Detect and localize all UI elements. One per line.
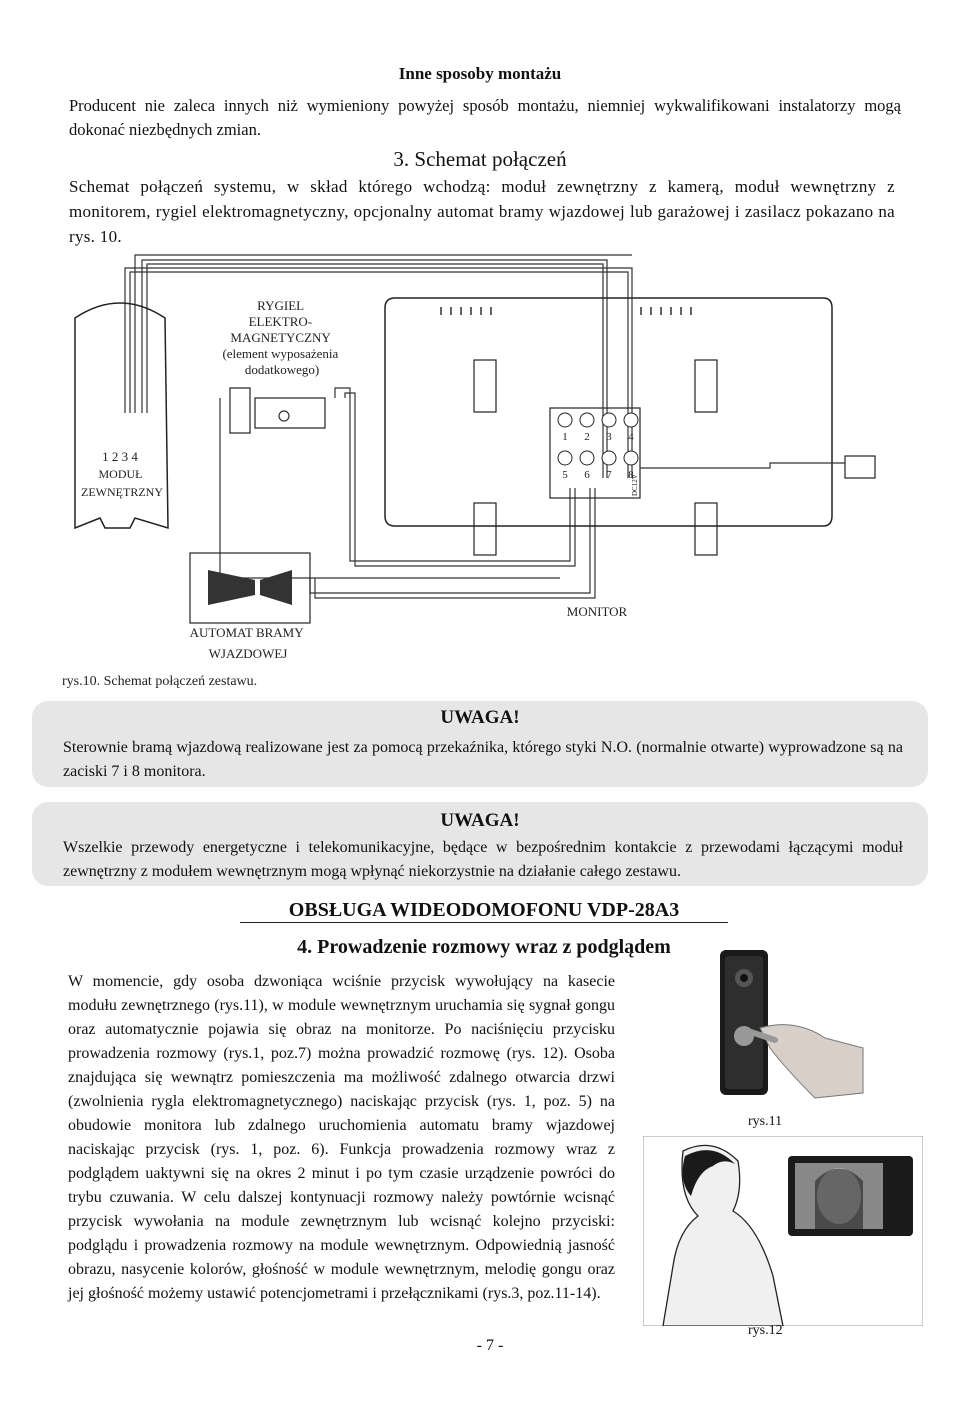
lock-label: RYGIEL ELEKTRO- MAGNETYCZNY (element wyposażenia dodatkowego) [222, 298, 339, 377]
section-title-other-mounting: Inne sposoby montażu [398, 64, 562, 83]
monitor-label: MONITOR [566, 604, 628, 619]
warning-1-title: UWAGA! [440, 707, 520, 728]
warning-2-title: UWAGA! [440, 810, 520, 831]
warning-1-text: Sterownie bramą wjazdową realizowane jest za pomocą przekaźnika, którego styki N.O. (normalnie otwarte) wyprowadzone są na zaciski 7 i 8 monitora. [63, 739, 903, 780]
svg-text:4: 4 [628, 431, 634, 443]
svg-text:7: 7 [606, 469, 612, 481]
svg-text:1: 1 [562, 431, 568, 443]
section-title-conversation: 4. Prowadzenie rozmowy wraz z podglądem [297, 936, 671, 958]
power-label: DC12V [631, 474, 639, 496]
figure-11-caption: rys.11 [748, 1114, 783, 1129]
svg-text:3: 3 [606, 431, 612, 443]
outdoor-module-label: MODUŁ ZEWNĘTRZNY [81, 467, 163, 499]
warning-box-1 [32, 701, 928, 787]
svg-text:6: 6 [584, 469, 590, 481]
svg-text:2: 2 [584, 431, 590, 443]
wiring-text: Schemat połączeń systemu, w skład którego wchodzą: moduł zewnętrzny z kamerą, moduł wewnętrzny z monitorem, rygiel elektromagnetyczny, opcjonalny automat bramy wjazdowej lub garażowej i zasilacz pokazano na rys. 10. [69, 177, 895, 246]
wiring-diagram [60, 248, 900, 703]
warning-box-2 [32, 802, 928, 886]
figure-12-caption: rys.12 [748, 1323, 783, 1338]
svg-text:8: 8 [628, 469, 634, 481]
warning-2-text: Wszelkie przewody energetyczne i telekomunikacyjne, będące w bezpośrednim kontakcie z przewodami łączącymi moduł zewnętrzny z modułem wewnętrznym mogą wpłynąć niekorzystnie na działanie całego zestawu. [63, 839, 903, 880]
main-section-title: OBSŁUGA WIDEODOMOFONU VDP-28A3 [240, 899, 728, 923]
outdoor-terminal-numbers: 1 2 3 4 [102, 449, 138, 464]
terminal-numbers [562, 431, 634, 481]
svg-text:5: 5 [562, 469, 568, 481]
wire-1 [125, 268, 632, 478]
conversation-text: W momencie, gdy osoba dzwoniąca wciśnie przycisk wywołujący na kasecie modułu zewnętrznego (rys.11), w module wewnętrznym uruchamia się sygnał gongu oraz automatycznie pojawia się obraz na monitorze. Po naciśnięciu przycisku prowadzenia rozmowy (rys.1, poz.7) można prowadzić rozmowę (rys. 12). Osoba znajdująca się wewnątrz pomieszczenia ma możliwość zdalnego otwarcia drzwi (zwolnienia rygla elektromagnetycznego) naciskając przycisk (rys. 1, poz. 5) na obudowie monitora lub zdalnego uruchomienia automatu bramy wjazdowej naciskając przycisk (rys. 1, poz. 6). Funkcja prowadzenia rozmowy wraz z podglądem uaktywni się na okres 2 minut i po tym czasie urządzenie powróci do trybu czuwania. W celu dalszej kontynuacji rozmowy należy powtórnie wcisnąć przycisk wywołania na module zewnętrznym lub wcisnąć kolejno przyciski: podglądu i prowadzenia rozmowy na module wewnętrznym. Odpowiednią jasność obrazu, nasycenie kolorów, głośność w module wewnętrznym, melodię gongu oraz jej głośność możemy ustawić potencjometrami i przełącznikami (rys.3, poz.11-14). [68, 973, 615, 1302]
monitor-body [385, 298, 832, 526]
section-title-wiring: 3. Schemat połączeń [393, 147, 567, 171]
figure-11-image [715, 948, 865, 1103]
page-number: - 7 - [476, 1337, 504, 1354]
figure-12-image [643, 1136, 923, 1326]
other-mounting-text: Producent nie zaleca innych niż wymieniony powyżej sposób montażu, niemniej wykwalifikowani instalatorzy mogą dokonać niezbędnych zmian. [69, 96, 901, 139]
wire-2 [142, 260, 607, 478]
gate-label: AUTOMAT BRAMY WJAZDOWEJ [189, 625, 304, 661]
figure-10-caption: rys.10. Schemat połączeń zestawu. [62, 674, 258, 689]
